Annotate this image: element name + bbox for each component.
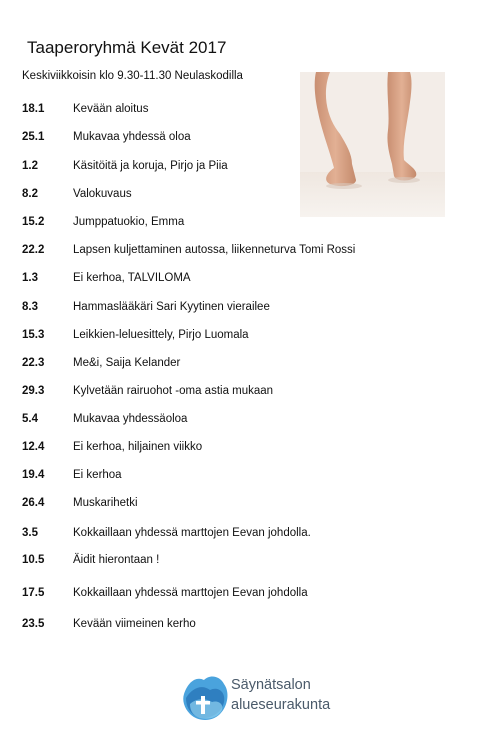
schedule-date: 5.4 [22, 413, 38, 425]
page-subtitle: Keskiviikkoisin klo 9.30-11.30 Neulaskodilla [22, 70, 243, 82]
schedule-description: Käsitöitä ja koruja, Pirjo ja Piia [73, 160, 228, 172]
schedule-description: Me&i, Saija Kelander [73, 357, 181, 369]
schedule-date: 26.4 [22, 497, 45, 509]
schedule-date: 15.3 [22, 329, 45, 341]
schedule-date: 12.4 [22, 441, 45, 453]
schedule-description: Lapsen kuljettaminen autossa, liikenneturva Tomi Rossi [73, 244, 356, 256]
schedule-description: Mukavaa yhdessäoloa [73, 413, 188, 425]
baby-feet-photo [300, 72, 445, 217]
schedule-date: 25.1 [22, 131, 45, 143]
schedule-description: Jumppatuokio, Emma [73, 216, 185, 228]
logo-text-line1: Säynätsalon [231, 677, 311, 693]
schedule-description: Kevään aloitus [73, 103, 149, 115]
page-title: Taaperoryhmä Kevät 2017 [27, 38, 227, 57]
schedule-date: 8.3 [22, 301, 38, 313]
schedule-description: Kokkaillaan yhdessä marttojen Eevan johdolla [73, 587, 308, 599]
schedule-date: 17.5 [22, 587, 45, 599]
schedule-date: 1.2 [22, 160, 38, 172]
schedule-date: 29.3 [22, 385, 45, 397]
schedule-date: 19.4 [22, 469, 45, 481]
schedule-description: Mukavaa yhdessä oloa [73, 131, 191, 143]
schedule-description: Äidit hierontaan ! [73, 554, 160, 566]
church-cross-logo-icon [180, 672, 232, 724]
schedule-description: Kevään viimeinen kerho [73, 618, 196, 630]
schedule-date: 22.3 [22, 357, 45, 369]
schedule-date: 18.1 [22, 103, 45, 115]
schedule-date: 15.2 [22, 216, 45, 228]
schedule-date: 10.5 [22, 554, 45, 566]
schedule-description: Ei kerhoa, hiljainen viikko [73, 441, 203, 453]
schedule-date: 22.2 [22, 244, 45, 256]
schedule-date: 3.5 [22, 527, 38, 539]
schedule-description: Valokuvaus [73, 188, 132, 200]
schedule-date: 1.3 [22, 272, 38, 284]
schedule-description: Ei kerhoa, TALVILOMA [73, 272, 191, 284]
schedule-date: 23.5 [22, 618, 45, 630]
schedule-description: Leikkien-leluesittely, Pirjo Luomala [73, 329, 249, 341]
schedule-description: Kylvetään rairuohot -oma astia mukaan [73, 385, 274, 397]
schedule-description: Ei kerhoa [73, 469, 122, 481]
schedule-description: Hammaslääkäri Sari Kyytinen vierailee [73, 301, 270, 313]
schedule-date: 8.2 [22, 188, 38, 200]
schedule-description: Muskarihetki [73, 497, 138, 509]
logo-text-line2: alueseurakunta [231, 697, 331, 713]
schedule-description: Kokkaillaan yhdessä marttojen Eevan johdolla. [73, 527, 311, 539]
